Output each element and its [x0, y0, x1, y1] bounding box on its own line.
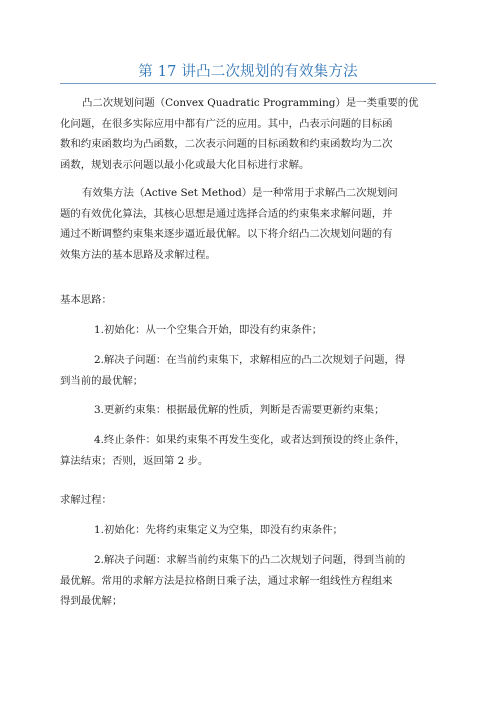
text-line: 1.初始化：先将约束集定义为空集，即没有约束条件； [94, 524, 343, 536]
title-underline [60, 83, 436, 84]
section-heading-basic [60, 290, 435, 311]
text-line: 求解过程： [60, 494, 112, 506]
text-line: 化问题，在很多实际应用中都有广泛的应用。其中，凸表示问题的目标函 [60, 117, 393, 130]
list-item-process-2 [60, 550, 435, 612]
text-line: 函数，规划表示问题以最小化或最大化目标进行求解。 [60, 158, 310, 171]
text-line: 2.解决子问题：求解当前约束集下的凸二次规划子问题，得到当前的 [94, 554, 406, 566]
text-line: 最优解。常用的求解方法是拉格朗日乘子法，通过求解一组线性方程组来 [60, 574, 393, 587]
text-line: 到当前的最优解； [60, 374, 144, 387]
text-line: 4.终止条件：如果约束集不再发生变化，或者达到预设的终止条件， [94, 434, 406, 446]
text-line: 通过不断调整约束集来逐步逼近最优解。以下将介绍凸二次规划问题的有 [60, 228, 393, 241]
text-line: 基本思路： [60, 294, 112, 306]
text-line: 1.初始化：从一个空集合开始，即没有约束条件； [94, 324, 323, 336]
list-item-process-1 [60, 520, 435, 541]
text-line: 效集方法的基本思路及求解过程。 [60, 248, 216, 261]
text-line: 题的有效优化算法，其核心思想是通过选择合适的约束集来求解问题，并 [60, 207, 393, 220]
list-item-basic-3 [60, 400, 435, 421]
section-heading-process [60, 490, 435, 511]
list-item-basic-1 [60, 320, 435, 341]
text-line: 有效集方法（Active Set Method）是一种常用于求解凸二次规划问 [82, 187, 398, 199]
paragraph-active-set [60, 183, 435, 265]
document-title: 第 17 讲凸二次规划的有效集方法 [138, 64, 358, 80]
text-line: 2.解决子问题：在当前约束集下，求解相应的凸二次规划子问题，得 [94, 354, 406, 366]
list-item-basic-4 [60, 430, 435, 471]
list-item-basic-2 [60, 350, 435, 391]
text-line: 3.更新约束集：根据最优解的性质，判断是否需要更新约束集； [94, 404, 385, 416]
text-line: 数和约束函数均为凸函数，二次表示问题的目标函数和约束函数均为二次 [60, 138, 393, 151]
text-line: 得到最优解； [60, 595, 123, 608]
paragraph-intro [60, 93, 435, 175]
text-line: 算法结束；否则，返回第 2 步。 [60, 454, 209, 467]
text-line: 凸二次规划问题（Convex Quadratic Programming）是一类重要的优 [82, 97, 419, 109]
